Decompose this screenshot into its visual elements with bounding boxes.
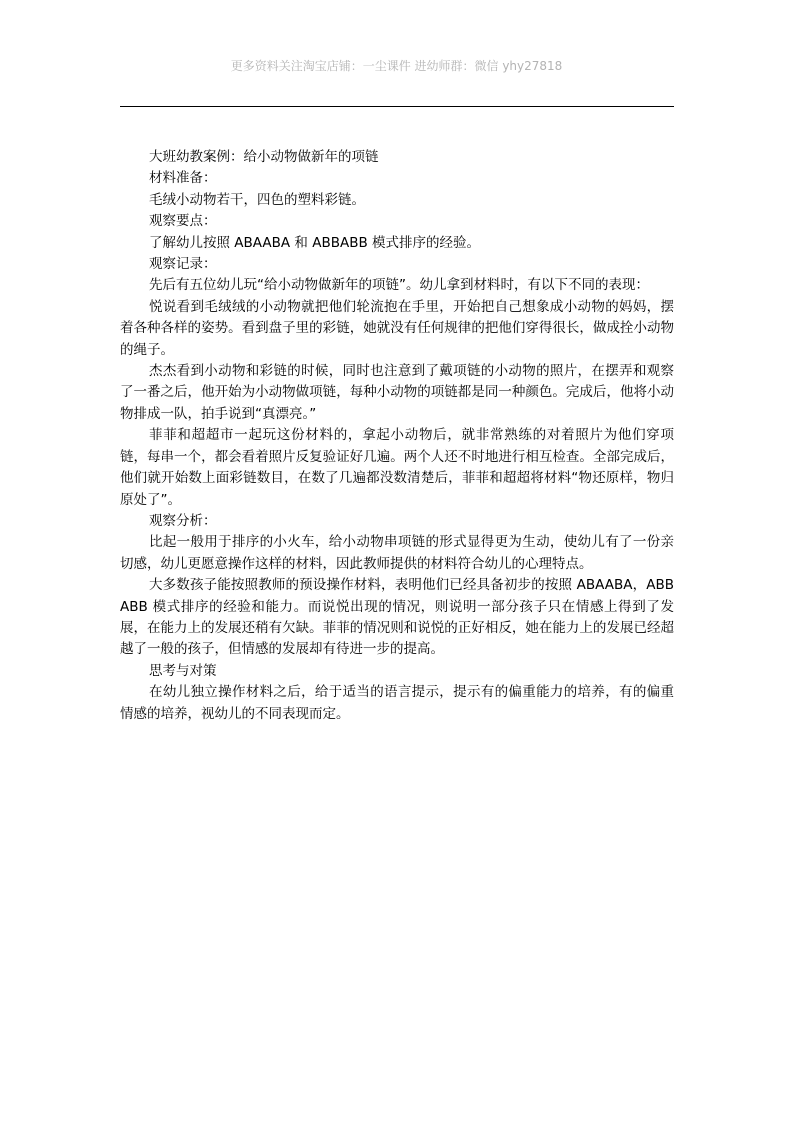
paragraph: 菲菲和超超市一起玩这份材料的，拿起小动物后，就非常熟练的对着照片为他们穿项链，每串一个，都会看着照片反复验证好几遍。两个人还不时地进行相互检查。全部完成后，他们就开始数上面彩链数目，在数了几遍都没数清楚后，菲菲和超超将材料“物还原样，物归原处了”。 bbox=[120, 427, 674, 508]
document-body bbox=[120, 147, 674, 725]
paragraph: 比起一般用于排序的小火车，给小动物串项链的形式显得更为生动，使幼儿有了一份亲切感，幼儿更愿意操作这样的材料，因此教师提供的材料符合幼儿的心理特点。 bbox=[120, 534, 674, 572]
section-heading-reflection: 思考与对策 bbox=[149, 662, 217, 679]
paragraph: 先后有五位幼儿玩“给小动物做新年的项链”。幼儿拿到材料时，有以下不同的表现： bbox=[149, 277, 649, 294]
paragraph: 杰杰看到小动物和彩链的时候，同时也注意到了戴项链的小动物的照片，在摆弄和观察了一番之后，他开始为小动物做项链，每种小动物的项链都是同一种颜色。完成后，他将小动物排成一队，拍手说到“真漂亮。” bbox=[120, 363, 674, 422]
paragraph: 悦说看到毛绒绒的小动物就把他们轮流抱在手里，开始把自己想象成小动物的妈妈，摆着各种各样的姿势。看到盘子里的彩链，她就没有任何规律的把他们穿得很长，做成拴小动物的绳子。 bbox=[120, 298, 674, 358]
paragraph: 了解幼儿按照 ABAABA 和 ABBABB 模式排序的经验。 bbox=[149, 234, 481, 251]
section-heading-analysis: 观察分析： bbox=[149, 512, 217, 529]
header-divider bbox=[120, 106, 674, 107]
section-heading-materials: 材料准备： bbox=[149, 170, 217, 187]
paragraph: 大多数孩子能按照教师的预设操作材料，表明他们已经具备初步的按照 ABAABA，ABBABB 模式排序的经验和能力。而说悦出现的情况，则说明一部分孩子只在情感上得到了发展，在能力上的发展还稍有欠缺。菲菲的情况则和说悦的正好相反，她在能力上的发展已经超越了一般的孩子，但情感的发展却有待进一步的提高。 bbox=[120, 577, 674, 658]
document-title: 大班幼教案例：给小动物做新年的项链 bbox=[149, 149, 379, 165]
paragraph: 在幼儿独立操作材料之后，给于适当的语言提示，提示有的偏重能力的培养，有的偏重情感的培养，视幼儿的不同表现而定。 bbox=[120, 684, 674, 722]
section-heading-records: 观察记录： bbox=[149, 256, 217, 273]
page-header-text: 更多资料关注淘宝店铺：一尘课件 进幼师群：微信 yhy27818 bbox=[230, 59, 563, 73]
paragraph: 毛绒小动物若干，四色的塑料彩链。 bbox=[149, 191, 365, 208]
section-heading-key-points: 观察要点： bbox=[149, 213, 217, 230]
